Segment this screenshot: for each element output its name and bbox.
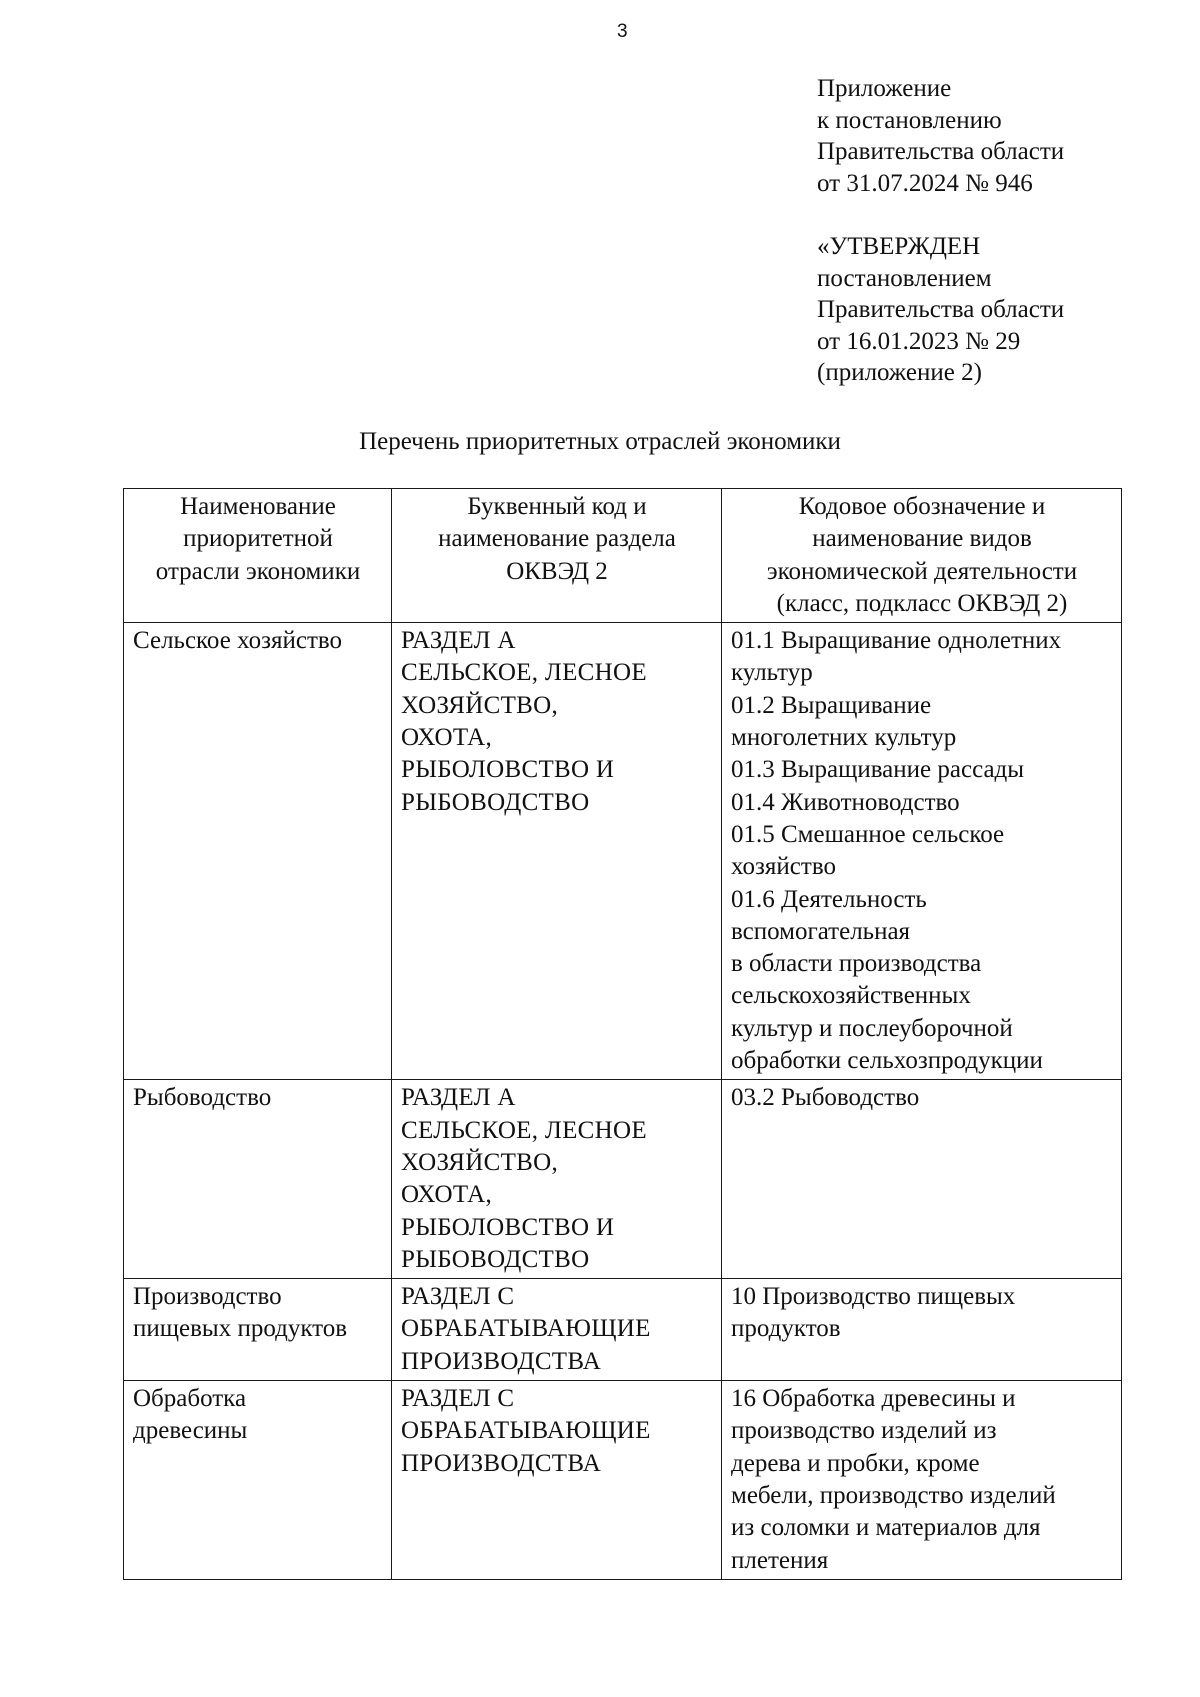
- activity-line: 01.2 Выращивание: [731, 691, 932, 719]
- table-header-row: [124, 489, 1122, 623]
- activity-line: культур и послеуборочной: [731, 1014, 1013, 1042]
- document-title: Перечень приоритетных отраслей экономики: [359, 428, 841, 455]
- table-row: [124, 1381, 1122, 1580]
- activity-line: 01.5 Смешанное сельское: [731, 820, 1005, 848]
- appendix-line: к постановлению: [817, 106, 1002, 134]
- activity-line: производство изделий из: [731, 1417, 997, 1445]
- section-line: РЫБОЛОВСТВО И: [401, 756, 615, 784]
- section-line: РЫБОВОДСТВО: [401, 788, 590, 816]
- activity-line: в области производства: [731, 950, 982, 978]
- activity-line: культур: [731, 659, 813, 687]
- table-row: [124, 623, 1122, 1080]
- section-line: РЫБОЛОВСТВО И: [401, 1213, 615, 1241]
- industry-cell: [124, 1279, 392, 1381]
- activity-line: 16 Обработка древесины и: [731, 1385, 1016, 1413]
- activity-line: 01.4 Животноводство: [731, 788, 960, 816]
- activity-line: сельскохозяйственных: [731, 982, 971, 1010]
- activity-line: хозяйство: [731, 853, 836, 881]
- section-line: РАЗДЕЛ А: [401, 627, 516, 655]
- approval-line: от 16.01.2023 № 29: [817, 327, 1021, 355]
- approval-line: Правительства области: [817, 296, 1065, 323]
- activity-line: мебели, производство изделий: [731, 1481, 1056, 1509]
- activities-cell: [722, 1279, 1122, 1381]
- section-line: РАЗДЕЛ С: [401, 1385, 515, 1413]
- approval-line: (приложение 2): [817, 359, 982, 386]
- activity-line: из соломки и материалов для: [731, 1514, 1041, 1542]
- header-industry: [124, 489, 392, 623]
- activity-line: дерева и пробки, кроме: [731, 1449, 980, 1477]
- activities-cell: [722, 1080, 1122, 1279]
- section-cell: [392, 1381, 722, 1580]
- header-line: ОКВЭД 2: [506, 557, 608, 585]
- section-line: ПРОИЗВОДСТВА: [401, 1449, 602, 1477]
- header-line: отрасли экономики: [155, 557, 361, 585]
- header-line: наименование раздела: [438, 525, 676, 553]
- header-activities: [722, 489, 1122, 623]
- header-section: [392, 489, 722, 623]
- industry-name: Обработка: [133, 1385, 247, 1413]
- appendix-line: от 31.07.2024 № 946: [817, 169, 1033, 197]
- activity-line: 03.2 Рыбоводство: [731, 1084, 920, 1112]
- section-line: СЕЛЬСКОЕ, ЛЕСНОЕ: [401, 1116, 647, 1144]
- table-row: [124, 1080, 1122, 1279]
- section-line: ХОЗЯЙСТВО,: [401, 691, 559, 719]
- section-line: ХОЗЯЙСТВО,: [401, 1148, 559, 1176]
- header-line: приоритетной: [183, 525, 333, 553]
- activity-line: 10 Производство пищевых: [731, 1283, 1016, 1311]
- section-cell: [392, 623, 722, 1080]
- industry-cell: [124, 1080, 392, 1279]
- industry-cell: [124, 1381, 392, 1580]
- table-row: [124, 1279, 1122, 1381]
- activities-cell: [722, 1381, 1122, 1580]
- header-line: экономической деятельности: [766, 557, 1078, 585]
- section-cell: [392, 1279, 722, 1381]
- section-line: ОХОТА,: [401, 1181, 493, 1209]
- appendix-header: [817, 73, 1177, 389]
- activity-line: 01.6 Деятельность: [731, 885, 927, 913]
- approval-line: постановлением: [817, 264, 992, 292]
- activity-line: 01.3 Выращивание рассады: [731, 756, 1025, 784]
- appendix-line: Приложение: [817, 75, 952, 102]
- header-line: (класс, подкласс ОКВЭД 2): [776, 589, 1068, 617]
- industry-name: пищевых продуктов: [133, 1315, 348, 1343]
- industry-cell: [124, 623, 392, 1080]
- industry-name: Рыбоводство: [133, 1084, 272, 1112]
- activity-line: продуктов: [731, 1315, 841, 1343]
- activity-line: многолетних культур: [731, 724, 957, 752]
- industry-name: Производство: [133, 1283, 282, 1311]
- spacer: [817, 199, 1177, 231]
- activity-line: плетения: [731, 1546, 829, 1574]
- activity-line: 01.1 Выращивание однолетних: [731, 627, 1062, 655]
- section-line: СЕЛЬСКОЕ, ЛЕСНОЕ: [401, 659, 647, 687]
- header-line: наименование видов: [812, 525, 1032, 553]
- approval-line: «УТВЕРЖДЕН: [817, 233, 981, 260]
- section-line: РАЗДЕЛ С: [401, 1283, 515, 1311]
- header-line: Буквенный код и: [467, 493, 647, 520]
- section-cell: [392, 1080, 722, 1279]
- section-line: РЫБОВОДСТВО: [401, 1245, 590, 1273]
- header-line: Кодовое обозначение и: [798, 493, 1046, 520]
- section-line: ОБРАБАТЫВАЮЩИЕ: [401, 1315, 651, 1343]
- page-number: 3: [617, 21, 628, 42]
- section-line: РАЗДЕЛ А: [401, 1084, 516, 1112]
- section-line: ОБРАБАТЫВАЮЩИЕ: [401, 1417, 651, 1445]
- priority-industries-table: [123, 488, 1122, 1580]
- industry-name: древесины: [133, 1417, 248, 1445]
- section-line: ОХОТА,: [401, 724, 493, 752]
- appendix-line: Правительства области: [817, 138, 1065, 165]
- activity-line: обработки сельхозпродукции: [731, 1047, 1043, 1075]
- activities-cell: [722, 623, 1122, 1080]
- section-line: ПРОИЗВОДСТВА: [401, 1347, 602, 1375]
- header-line: Наименование: [180, 493, 336, 520]
- industry-name: Сельское хозяйство: [133, 627, 343, 655]
- activity-line: вспомогательная: [731, 917, 911, 945]
